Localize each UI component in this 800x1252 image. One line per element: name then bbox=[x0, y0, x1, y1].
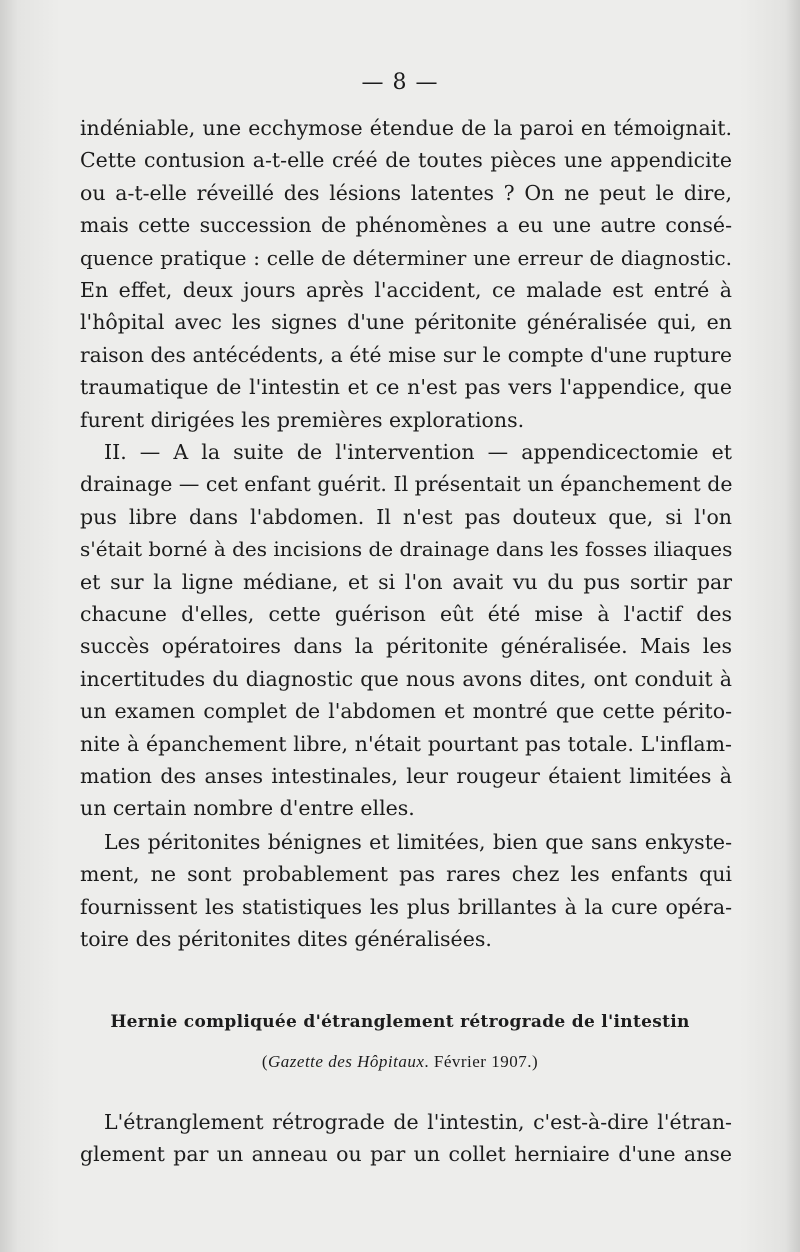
page-number: — 8 — bbox=[361, 70, 439, 95]
text-line: s'était borné à des incisions de drainage dans les fosses iliaques bbox=[80, 537, 733, 562]
section-title: Hernie compliquée d'étranglement rétrograde de l'intestin bbox=[110, 1012, 690, 1032]
text-line: pus libre dans l'abdomen. Il n'est pas douteux que, si l'on bbox=[80, 504, 732, 529]
paragraph-4 bbox=[80, 1106, 732, 1171]
text-line: l'hôpital avec les signes d'une péritonite généralisée qui, en bbox=[80, 310, 732, 335]
text-line: mais cette succession de phénomènes a eu une autre consé- bbox=[80, 213, 732, 238]
paragraph-1 bbox=[80, 112, 732, 436]
text-line: mation des anses intestinales, leur rougeur étaient limitées à bbox=[80, 764, 732, 789]
text-line: raison des antécédents, a été mise sur le compte d'une rupture bbox=[80, 342, 732, 367]
text-line: indéniable, une ecchymose étendue de la paroi en témoignait. bbox=[80, 116, 732, 140]
source-citation bbox=[0, 1052, 800, 1072]
text-line: ou a-t-elle réveillé des lésions latentes ? On ne peut le dire, bbox=[80, 180, 732, 205]
text-line: nite à épanchement libre, n'était pourtant pas totale. L'inflam- bbox=[80, 731, 732, 756]
text-line: Les péritonites bénignes et limitées, bien que sans enkyste- bbox=[104, 830, 732, 854]
text-line: furent dirigées les premières explorations. bbox=[80, 407, 525, 432]
text-line: L'étranglement rétrograde de l'intestin, c'est-à-dire l'étran- bbox=[104, 1110, 732, 1134]
text-line: incertitudes du diagnostic que nous avons dites, ont conduit à bbox=[80, 666, 732, 691]
text-line: Cette contusion a-t-elle créé de toutes pièces une appendicite bbox=[80, 148, 732, 173]
source-date: . Février 1907.) bbox=[424, 1052, 539, 1071]
text-line: chacune d'elles, cette guérison eût été mise à l'actif des bbox=[80, 602, 732, 627]
text-line: et sur la ligne médiane, et si l'on avait vu du pus sortir par bbox=[80, 569, 732, 594]
text-line: traumatique de l'intestin et ce n'est pas vers l'appendice, que bbox=[80, 375, 732, 400]
text-line: un certain nombre d'entre elles. bbox=[80, 796, 415, 821]
text-line: glement par un anneau ou par un collet herniaire d'une anse bbox=[80, 1142, 732, 1167]
paragraph-3 bbox=[80, 826, 732, 956]
source-open: ( bbox=[261, 1052, 269, 1071]
text-line: toire des péritonites dites généralisées. bbox=[80, 927, 492, 952]
text-line: quence pratique : celle de déterminer une erreur de diagnostic. bbox=[80, 245, 732, 270]
text-line: ment, ne sont probablement pas rares chez les enfants qui bbox=[80, 862, 732, 887]
paragraph-2 bbox=[80, 436, 732, 825]
text-line: En effet, deux jours après l'accident, ce malade est entré à bbox=[80, 278, 732, 303]
text-line: II. — A la suite de l'intervention — appendicectomie et bbox=[104, 440, 732, 464]
text-line: fournissent les statistiques les plus brillantes à la cure opéra- bbox=[80, 894, 732, 919]
text-line: succès opératoires dans la péritonite généralisée. Mais les bbox=[80, 634, 732, 659]
text-line: un examen complet de l'abdomen et montré que cette périto- bbox=[80, 699, 732, 724]
source-journal: Gazette des Hôpitaux bbox=[268, 1052, 425, 1071]
text-line: drainage — cet enfant guérit. Il présentait un épanchement de bbox=[80, 472, 733, 497]
